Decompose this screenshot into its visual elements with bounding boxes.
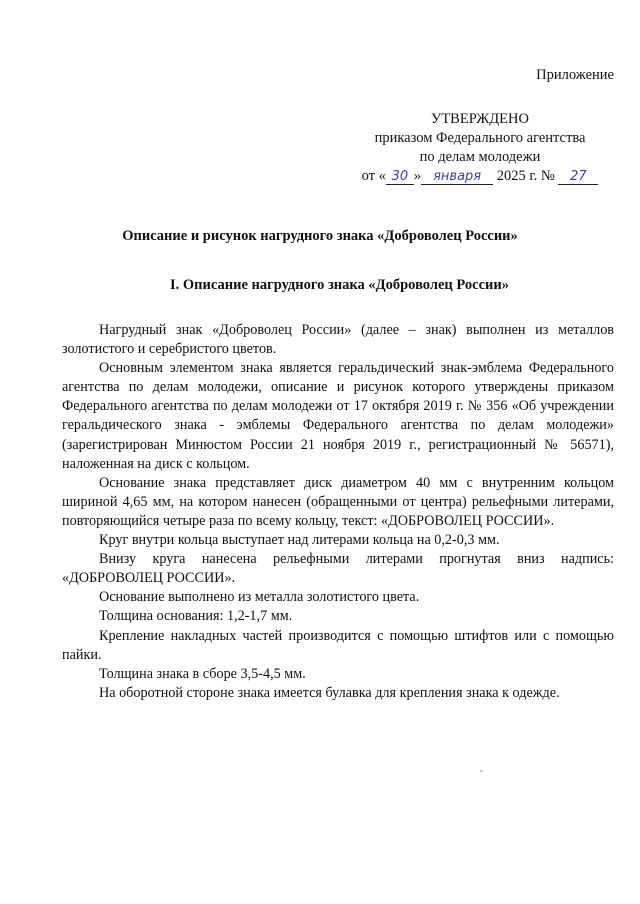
date-suffix: 2025 г. №: [496, 168, 555, 184]
approval-date-line: [355, 167, 605, 186]
description-text: [62, 321, 614, 703]
approval-order-line: приказом Федерального агентства: [374, 130, 586, 146]
handwritten-number: 27: [558, 170, 598, 185]
paragraph: Основание знака представляет диск диаметром 40 мм с внутренним кольцом шириной 4,65 мм, на котором нанесен (обращенными от центра) рельефными литерами, повторяющийся четыре раза по всему кольцу, текст: «ДОБРОВОЛЕЦ РОССИИ».: [62, 474, 614, 529]
date-mid: »: [413, 168, 422, 184]
paragraph: Внизу круга нанесена рельефными литерами прогнутая вниз надпись: «ДОБРОВОЛЕЦ РОССИИ».: [62, 551, 614, 587]
paragraph: Основным элементом знака является геральдический знак-эмблема Федерального агентства по делам молодежи, описание и рисунок которого утверждены приказом Федерального агентства по делам молодежи от 17 октября 2019 г. № 356 «Об учреждении геральдического знака - эмблемы Федерального агентства по делам молодежи» (зарегистрирован Минюстом России 21 ноября 2019 г., регистрационный № 56571), наложенная на диск с кольцом.: [62, 360, 614, 472]
approval-agency-line: по делам молодежи: [419, 149, 541, 165]
handwritten-month: января: [421, 170, 493, 185]
date-prefix: от «: [361, 168, 386, 184]
handwritten-day: 30: [386, 170, 414, 185]
appendix-label: Приложение: [536, 67, 614, 83]
paragraph: На оборотной стороне знака имеется булавка для крепления знака к одежде.: [99, 684, 560, 701]
paragraph: Нагрудный знак «Доброволец России» (далее – знак) выполнен из металлов золотистого и серебристого цветов.: [62, 322, 614, 358]
paragraph: Основание выполнено из металла золотистого цвета.: [99, 589, 420, 606]
section-title: I. Описание нагрудного знака «Доброволец России»: [170, 277, 509, 293]
approval-block: [355, 110, 605, 186]
paragraph: Толщина знака в сборе 3,5-4,5 мм.: [99, 665, 306, 682]
approval-heading: УТВЕРЖДЕНО: [431, 111, 529, 127]
scan-speck: [480, 770, 483, 772]
document-title: Описание и рисунок нагрудного знака «Доброволец России»: [122, 228, 518, 244]
paragraph: Круг внутри кольца выступает над литерами кольца на 0,2-0,3 мм.: [99, 532, 500, 549]
paragraph: Толщина основания: 1,2-1,7 мм.: [99, 608, 293, 625]
paragraph: Крепление накладных частей производится с помощью штифтов или с помощью пайки.: [62, 627, 614, 663]
